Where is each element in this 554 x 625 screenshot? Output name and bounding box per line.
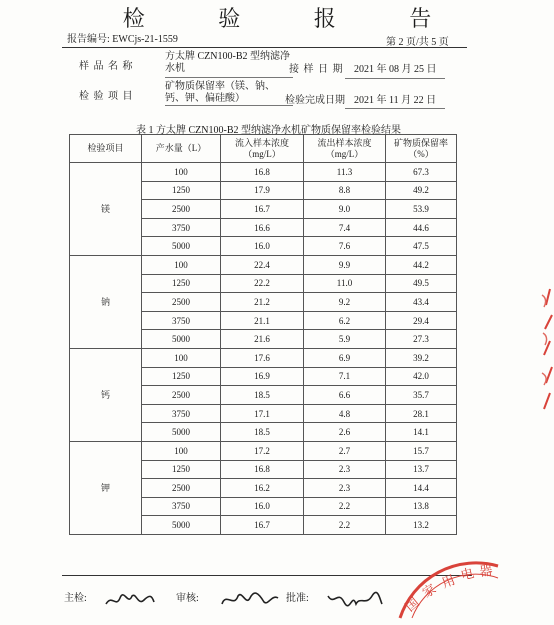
inflow-conc-cell: 16.8: [221, 460, 304, 479]
completion-underline: [345, 108, 445, 109]
water-output-cell: 5000: [142, 423, 221, 442]
col-header-outflow: 流出样本浓度（mg/L）: [304, 135, 386, 163]
water-output-cell: 5000: [142, 237, 221, 256]
water-output-cell: 3750: [142, 404, 221, 423]
inflow-conc-cell: 21.2: [221, 293, 304, 312]
tester-label: 主检:: [64, 593, 87, 604]
water-output-cell: 100: [142, 255, 221, 274]
retention-rate-cell: 44.2: [386, 255, 457, 274]
receive-date-value: 2021 年 08 月 25 日: [354, 64, 437, 75]
inflow-conc-cell: 22.2: [221, 274, 304, 293]
outflow-conc-cell: 9.9: [304, 255, 386, 274]
retention-rate-cell: 43.4: [386, 293, 457, 312]
inflow-conc-cell: 16.7: [221, 200, 304, 219]
outflow-conc-cell: 5.9: [304, 330, 386, 349]
inflow-conc-cell: 16.0: [221, 497, 304, 516]
col-header-item: 检验项目: [70, 135, 142, 163]
svg-text:用: 用: [439, 572, 458, 592]
table-row: [70, 441, 457, 460]
inflow-conc-cell: 16.8: [221, 163, 304, 182]
outflow-conc-cell: 7.6: [304, 237, 386, 256]
retention-rate-cell: 39.2: [386, 348, 457, 367]
outflow-conc-cell: 6.2: [304, 311, 386, 330]
svg-text:国: 国: [402, 595, 423, 616]
completion-date-value: 2021 年 11 月 22 日: [354, 95, 437, 106]
receive-date-label: 接 样 日 期: [289, 64, 344, 75]
retention-rate-cell: 49.5: [386, 274, 457, 293]
outflow-conc-cell: 8.8: [304, 181, 386, 200]
water-output-cell: 1250: [142, 460, 221, 479]
outflow-conc-cell: 2.2: [304, 497, 386, 516]
water-output-cell: 100: [142, 348, 221, 367]
official-stamp: [390, 560, 500, 625]
svg-text:器: 器: [478, 563, 494, 580]
retention-rate-cell: 44.6: [386, 218, 457, 237]
col-header-retention: 矿物质保留率（%）: [386, 135, 457, 163]
water-output-cell: 2500: [142, 200, 221, 219]
retention-rate-cell: 14.4: [386, 479, 457, 498]
col-header-inflow: 流入样本浓度（mg/L）: [221, 135, 304, 163]
results-table: [69, 134, 457, 535]
retention-rate-cell: 27.3: [386, 330, 457, 349]
seam-stamp-edge: [540, 285, 554, 420]
water-output-cell: 3750: [142, 497, 221, 516]
inflow-conc-cell: 16.6: [221, 218, 304, 237]
outflow-conc-cell: 2.3: [304, 479, 386, 498]
inflow-conc-cell: 18.5: [221, 423, 304, 442]
table-header-row: [70, 135, 457, 163]
outflow-conc-cell: 6.9: [304, 348, 386, 367]
retention-rate-cell: 67.3: [386, 163, 457, 182]
approver-label: 批准:: [286, 593, 309, 604]
retention-rate-cell: 15.7: [386, 441, 457, 460]
water-output-cell: 1250: [142, 367, 221, 386]
outflow-conc-cell: 2.6: [304, 423, 386, 442]
water-output-cell: 3750: [142, 218, 221, 237]
retention-rate-cell: 14.1: [386, 423, 457, 442]
outflow-conc-cell: 2.3: [304, 460, 386, 479]
inflow-conc-cell: 21.1: [221, 311, 304, 330]
table-row: [70, 163, 457, 182]
inflow-conc-cell: 16.2: [221, 479, 304, 498]
tester-signature: [104, 590, 156, 615]
sample-underline: [165, 77, 293, 78]
reviewer-signature: [220, 588, 280, 615]
water-output-cell: 3750: [142, 311, 221, 330]
outflow-conc-cell: 6.6: [304, 386, 386, 405]
table-body: [70, 163, 457, 535]
water-output-cell: 100: [142, 163, 221, 182]
outflow-conc-cell: 11.0: [304, 274, 386, 293]
retention-rate-cell: 13.2: [386, 516, 457, 535]
report-number: 报告编号: EWCjs-21-1559: [67, 34, 178, 45]
outflow-conc-cell: 2.7: [304, 441, 386, 460]
retention-rate-cell: 13.7: [386, 460, 457, 479]
inflow-conc-cell: 18.5: [221, 386, 304, 405]
outflow-conc-cell: 7.1: [304, 367, 386, 386]
outflow-conc-cell: 9.2: [304, 293, 386, 312]
inflow-conc-cell: 17.1: [221, 404, 304, 423]
retention-rate-cell: 47.5: [386, 237, 457, 256]
water-output-cell: 2500: [142, 293, 221, 312]
retention-rate-cell: 53.9: [386, 200, 457, 219]
mineral-name: 钾: [70, 441, 142, 534]
inflow-conc-cell: 16.0: [221, 237, 304, 256]
outflow-conc-cell: 2.2: [304, 516, 386, 535]
retention-rate-cell: 29.4: [386, 311, 457, 330]
reviewer-label: 审核:: [176, 593, 199, 604]
inflow-conc-cell: 16.7: [221, 516, 304, 535]
water-output-cell: 1250: [142, 181, 221, 200]
sample-name-label: 样 品 名 称: [79, 61, 134, 72]
retention-rate-cell: 49.2: [386, 181, 457, 200]
mineral-name: 钠: [70, 255, 142, 348]
outflow-conc-cell: 9.0: [304, 200, 386, 219]
inflow-conc-cell: 17.6: [221, 348, 304, 367]
mineral-name: 钙: [70, 348, 142, 441]
items-underline: [165, 105, 293, 106]
mineral-name: 镁: [70, 163, 142, 256]
water-output-cell: 2500: [142, 479, 221, 498]
inflow-conc-cell: 17.2: [221, 441, 304, 460]
receive-underline: [345, 78, 445, 79]
outflow-conc-cell: 4.8: [304, 404, 386, 423]
inflow-conc-cell: 22.4: [221, 255, 304, 274]
retention-rate-cell: 28.1: [386, 404, 457, 423]
retention-rate-cell: 13.8: [386, 497, 457, 516]
test-items-value: 矿物质保留率（镁、钠、钙、钾、偏硅酸）: [165, 81, 275, 104]
inflow-conc-cell: 21.6: [221, 330, 304, 349]
table-caption: 表 1 方太牌 CZN100-B2 型纳滤净水机矿物质保留率检验结果: [136, 125, 401, 136]
outflow-conc-cell: 11.3: [304, 163, 386, 182]
water-output-cell: 100: [142, 441, 221, 460]
col-header-output: 产水量（L）: [142, 135, 221, 163]
completion-date-label: 检验完成日期: [285, 95, 345, 106]
water-output-cell: 1250: [142, 274, 221, 293]
sample-name-value: 方太牌 CZN100-B2 型纳滤净水机: [165, 51, 290, 74]
retention-rate-cell: 42.0: [386, 367, 457, 386]
page-indicator: 第 2 页/共 5 页: [386, 37, 449, 48]
approver-signature: [326, 588, 384, 615]
svg-text:家: 家: [420, 581, 440, 602]
outflow-conc-cell: 7.4: [304, 218, 386, 237]
water-output-cell: 5000: [142, 330, 221, 349]
table-row: [70, 348, 457, 367]
retention-rate-cell: 35.7: [386, 386, 457, 405]
header-divider: [62, 47, 467, 48]
inflow-conc-cell: 16.9: [221, 367, 304, 386]
test-items-label: 检 验 项 目: [79, 91, 134, 102]
inflow-conc-cell: 17.9: [221, 181, 304, 200]
water-output-cell: 2500: [142, 386, 221, 405]
table-row: [70, 255, 457, 274]
water-output-cell: 5000: [142, 516, 221, 535]
report-title: 检 验 报 告: [122, 6, 466, 31]
svg-text:电: 电: [459, 566, 476, 584]
